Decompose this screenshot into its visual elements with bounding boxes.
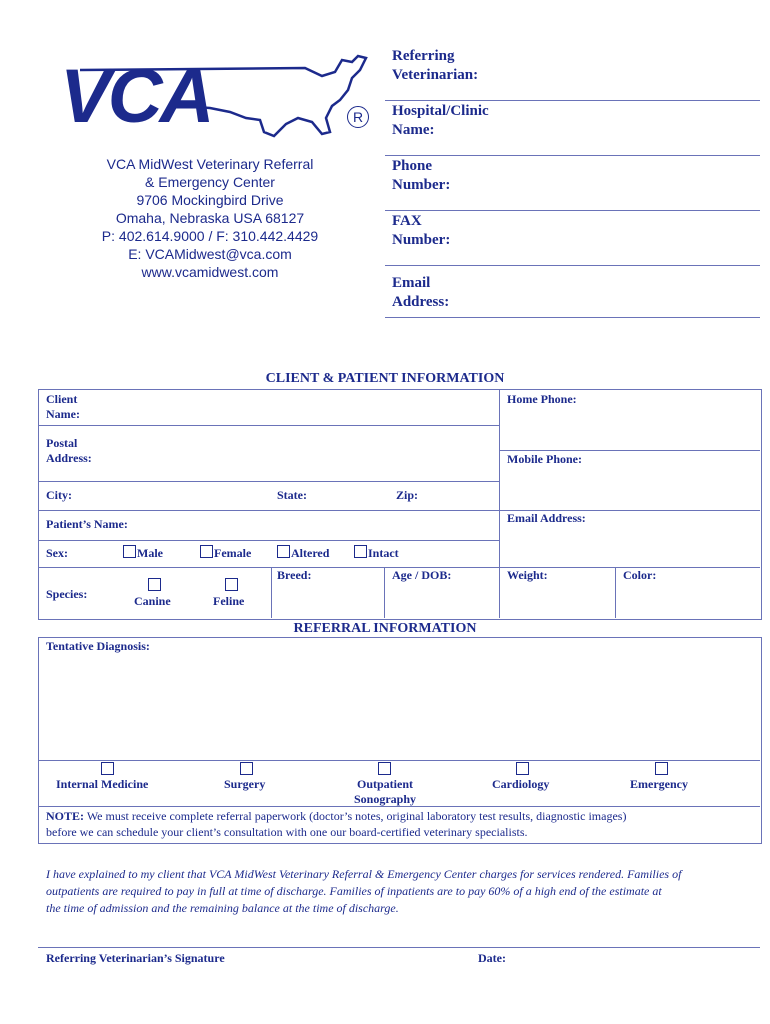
tentative-diagnosis-label: Tentative Diagnosis: (46, 639, 150, 653)
table-top-rule (38, 389, 760, 390)
internal-medicine-label: Internal Medicine (56, 777, 149, 791)
clinic-address-block (60, 155, 360, 281)
phone-number-field[interactable] (385, 210, 760, 211)
intact-checkbox[interactable] (354, 545, 367, 558)
female-label: Female (214, 546, 252, 560)
rule-client-name (38, 425, 499, 426)
internal-medicine-checkbox[interactable] (101, 762, 114, 775)
hospital-name-field[interactable] (385, 155, 760, 156)
referring-vet-field[interactable] (385, 100, 760, 101)
fax-number-label: FAX Number: (392, 213, 451, 248)
tentative-diagnosis-field[interactable] (42, 656, 756, 756)
state-label: State: (277, 488, 307, 502)
registered-mark-icon: R (347, 106, 369, 128)
rule-postal (38, 481, 499, 482)
referral-section-title: REFERRAL INFORMATION (293, 621, 477, 636)
fax-number-field[interactable] (385, 265, 760, 266)
species-label: Species: (46, 587, 88, 601)
clinic-city: Omaha, Nebraska USA 68127 (115, 210, 305, 226)
age-dob-label: Age / DOB: (392, 568, 452, 582)
svg-text:VCA: VCA (60, 54, 212, 139)
rule-patient (38, 540, 499, 541)
usa-map-icon (60, 52, 390, 152)
weight-label: Weight: (507, 568, 548, 582)
breed-label: Breed: (277, 568, 312, 582)
female-checkbox[interactable] (200, 545, 213, 558)
mobile-phone-label: Mobile Phone: (507, 452, 582, 466)
feline-checkbox[interactable] (225, 578, 238, 591)
surgery-label: Surgery (224, 777, 266, 791)
disclaimer-text: I have explained to my client that VCA MidWest Veterinary Referral & Emergency Center charges for services rendered. Families of outpatients are required to pay in full at time of discharge. Families of inpatients are to pay 60% of a high end of the estimate at the time of admission and the remaining balance at the time of discharge. (46, 867, 682, 915)
zip-label: Zip: (396, 488, 419, 502)
altered-label: Altered (291, 546, 330, 560)
rule-home-phone (499, 450, 760, 451)
rule-services (38, 806, 760, 807)
city-label: City: (46, 488, 72, 502)
cardiology-label: Cardiology (492, 777, 550, 791)
client-patient-table (38, 389, 762, 620)
hospital-name-label: Hospital/Clinic Name: (392, 103, 489, 138)
postal-address-label: Postal Address: (46, 436, 92, 465)
signature-label: Referring Veterinarian’s Signature (46, 951, 225, 965)
emergency-checkbox[interactable] (655, 762, 668, 775)
rule-diagnosis (38, 760, 760, 761)
divider-phones (499, 389, 500, 618)
phone-number-label: Phone Number: (392, 158, 451, 193)
outpatient-sonography-checkbox[interactable] (378, 762, 391, 775)
surgery-checkbox[interactable] (240, 762, 253, 775)
home-phone-label: Home Phone: (507, 392, 577, 406)
patient-name-label: Patient’s Name: (46, 517, 128, 531)
divider-age (384, 567, 385, 618)
cardiology-checkbox[interactable] (516, 762, 529, 775)
canine-label: Canine (134, 594, 171, 608)
referring-vet-label: Referring Veterinarian: (392, 48, 479, 83)
sex-label: Sex: (46, 546, 68, 560)
email-address-label: Email Address: (392, 275, 450, 310)
clinic-website: www.vcamidwest.com (141, 264, 279, 280)
signature-line[interactable] (38, 947, 760, 948)
date-label: Date: (478, 951, 506, 965)
emergency-label: Emergency (630, 777, 688, 791)
clinic-email: E: VCAMidwest@vca.com (128, 246, 292, 262)
email-address-field[interactable] (385, 317, 760, 318)
rule-city (38, 510, 499, 511)
clinic-street: 9706 Mockingbird Drive (136, 192, 284, 208)
clinic-name-line1: VCA MidWest Veterinary Referral (106, 156, 314, 172)
client-section-title: CLIENT & PATIENT INFORMATION (265, 371, 505, 386)
vca-logo (60, 52, 390, 152)
email-address-client-label: Email Address: (507, 511, 586, 525)
altered-checkbox[interactable] (277, 545, 290, 558)
divider-color (615, 567, 616, 618)
canine-checkbox[interactable] (148, 578, 161, 591)
outpatient-sonography-label: Outpatient Sonography (353, 777, 417, 806)
feline-label: Feline (213, 594, 245, 608)
male-checkbox[interactable] (123, 545, 136, 558)
clinic-name-line2: & Emergency Center (145, 174, 275, 190)
referral-note: NOTE: We must receive complete referral paperwork (doctor’s notes, original laboratory test results, diagnostic images) before we can schedule your client’s consultation with one our board-certified veterinary specialists. (46, 809, 627, 839)
intact-label: Intact (368, 546, 399, 560)
client-name-label: Client Name: (46, 392, 80, 421)
divider-breed (271, 567, 272, 618)
clinic-phones: P: 402.614.9000 / F: 310.442.4429 (101, 228, 319, 244)
male-label: Male (137, 546, 163, 560)
color-label: Color: (623, 568, 657, 582)
